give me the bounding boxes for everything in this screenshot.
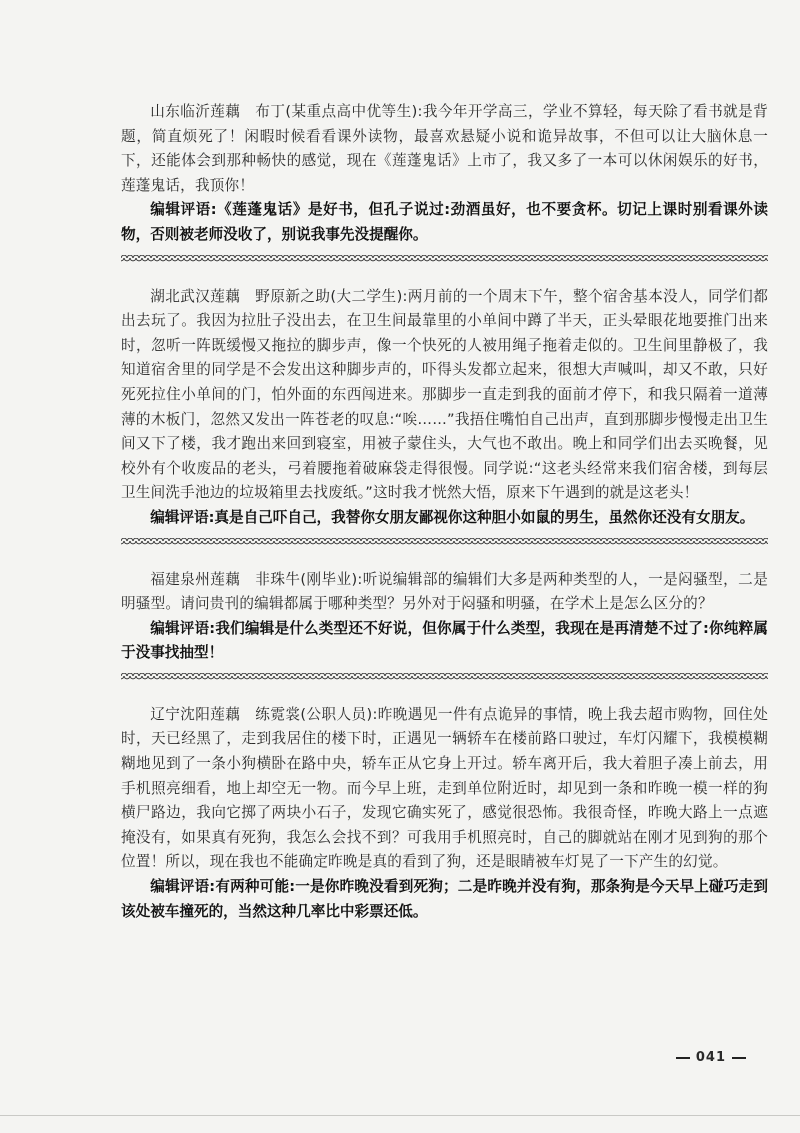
editor-comment: 编辑评语:《莲蓬鬼话》是好书，但孔子说过:劲酒虽好，也不要贪杯。切记上课时别看课外读物，否则被老师没收了，别说我事先没提醒你。: [121, 201, 768, 243]
page-number-value: 041: [695, 1050, 726, 1065]
reader-letter: [121, 568, 768, 666]
letter-text: [121, 100, 768, 198]
wavy-divider: [121, 538, 768, 546]
letter-body: :听说编辑部的编辑们大多是两种类型的人，一是闷骚型，二是明骚型。请问贵刊的编辑都属于哪种类型？另外对于闷骚和明骚，在学术上是怎么区分的？: [121, 570, 768, 613]
editor-comment: 编辑评语:真是自己吓自己，我替你女朋友鄙视你这种胆小如鼠的男生，虽然你还没有女朋友。: [150, 508, 755, 526]
letter-text: [121, 568, 768, 617]
page-bottom-edge: [0, 1115, 800, 1116]
wavy-divider: [121, 255, 768, 263]
page-number: [670, 1050, 752, 1065]
page-number-dash-right: [732, 1057, 746, 1059]
reader-letter: [121, 703, 768, 924]
letter-text: [121, 703, 768, 875]
editor-comment: 编辑评语:我们编辑是什么类型还不好说，但你属于什么类型，我现在是再清楚不过了:你纯粹属于没事找抽型！: [121, 619, 768, 662]
letters-column: [121, 100, 768, 924]
letter-author: 山东临沂莲藕 布丁(某重点高中优等生): [150, 103, 418, 120]
letter-author: 辽宁沈阳莲藕 练霓裳(公职人员): [150, 705, 373, 723]
letter-body: :昨晚遇见一件有点诡异的事情，晚上我去超市购物，回住处时，天已经黑了，走到我居住的楼下时，正遇见一辆轿车在楼前路口驶过，车灯闪耀下，我模模糊糊地见到了一条小狗横卧在路中央，轿车正从它身上开过。轿车离开后，我大着胆子凑上前去，用手机照亮细看，地上却空无一物。而今早上班，走到单位附近时，却见到一条和昨晚一模一样的狗横尸路边，我向它掷了两块小石子，发现它确实死了，感觉很恐怖。我很奇怪，昨晚大路上一点遮掩没有，如果真有死狗，我怎么会找不到？可我用手机照亮时，自己的脚就站在刚才见到狗的那个位置！所以，现在我也不能确定昨晚是真的看到了狗，还是眼睛被车灯晃了一下产生的幻觉。: [121, 705, 768, 871]
letter-author: 福建泉州莲藕 非珠牛(刚毕业): [150, 570, 358, 588]
letter-text: [121, 285, 768, 506]
page-number-dash-left: [676, 1057, 690, 1059]
wavy-divider: [121, 673, 768, 681]
letter-body: :两月前的一个周末下午，整个宿舍基本没人，同学们都出去玩了。我因为拉肚子没出去，在卫生间最靠里的小单间中蹲了半天，正头晕眼花地要推门出来时，忽听一阵既缓慢又拖拉的脚步声，像一个快死的人被用绳子拖着走似的。卫生间里静极了，我知道宿舍里的同学是不会发出这种脚步声的，吓得头发都立起来，很想大声喊叫，却又不敢，只好死死拉住小单间的门，怕外面的东西闯进来。那脚步一直走到我的面前才停下，和我只隔着一道薄薄的木板门，忽然又发出一阵苍老的叹息:“唉……”我捂住嘴怕自己出声，直到那脚步慢慢走出卫生间又下了楼，我才跑出来回到寝室，用被子蒙住头，大气也不敢出。晚上和同学们出去买晚餐，见校外有个收废品的老头，弓着腰拖着破麻袋走得很慢。同学说:“这老头经常来我们宿舍楼，到每层卫生间洗手池边的垃圾箱里去找废纸。”这时我才恍然大悟，原来下午遇到的就是这老头！: [121, 287, 768, 502]
reader-letter: [121, 285, 768, 531]
reader-letter: [121, 100, 768, 248]
letter-author: 湖北武汉莲藕 野原新之助(大二学生): [150, 287, 403, 305]
letter-body: :我今年开学高三，学业不算轻，每天除了看书就是背题，简直烦死了！闲暇时候看看课外读物，最喜欢悬疑小说和诡异故事，不但可以让大脑休息一下，还能体会到那种畅快的感觉，现在《莲蓬鬼话》上市了，我又多了一本可以休闲娱乐的好书，莲蓬鬼话，我顶你！: [121, 103, 768, 194]
editor-comment: 编辑评语:有两种可能:一是你昨晚没看到死狗；二是昨晚并没有狗，那条狗是今天早上碰巧走到该处被车撞死的，当然这种几率比中彩票还低。: [121, 878, 768, 920]
